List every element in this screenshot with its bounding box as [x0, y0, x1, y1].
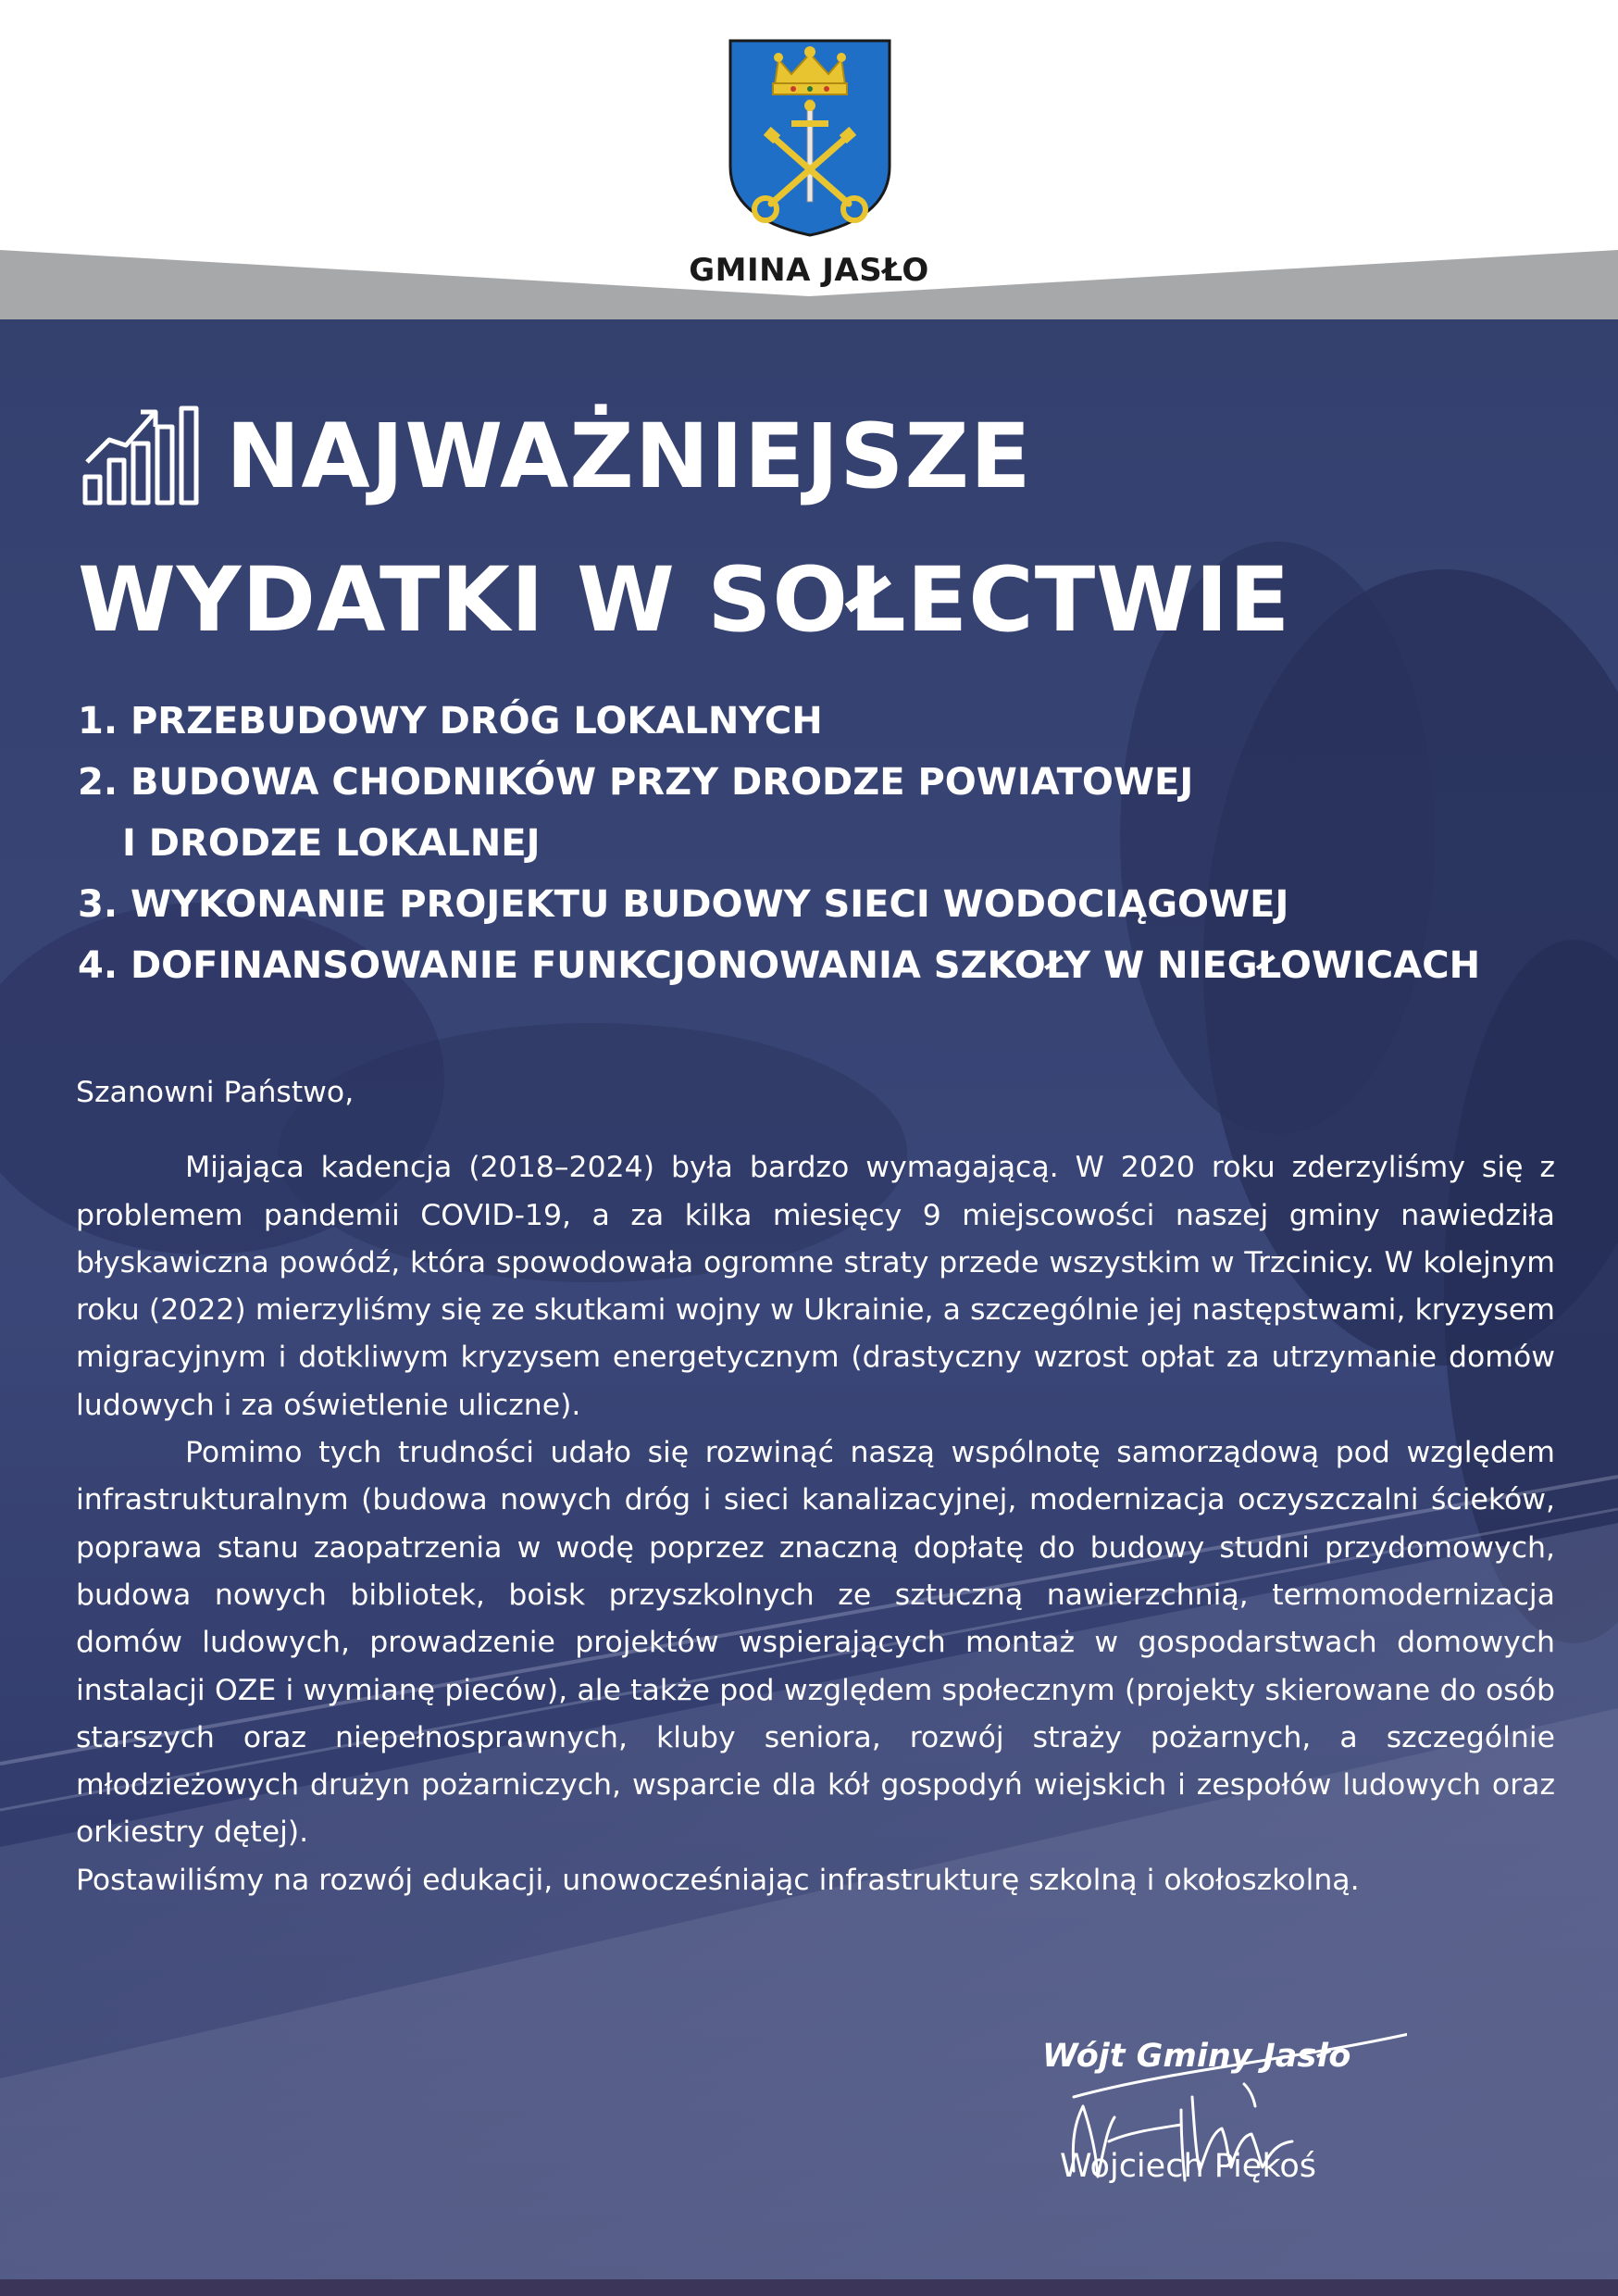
letter-paragraph: Postawiliśmy na rozwój edukacji, unowocześniając infrastrukturę szkolną i okołoszkolną.	[76, 1863, 1360, 1897]
expense-list	[78, 691, 1577, 996]
letter-greeting: Szanowni Państwo,	[76, 1076, 355, 1109]
list-item: 1. PRZEBUDOWY DRÓG LOKALNYCH	[78, 700, 823, 742]
signature-block	[1018, 2032, 1407, 2199]
growth-chart-icon	[81, 403, 202, 506]
coat-of-arms-icon	[727, 37, 893, 239]
municipality-name: GMINA JASŁO	[689, 252, 929, 289]
bottom-strip	[0, 2279, 1618, 2296]
list-item-continuation: I DRODZE LOKALNEJ	[122, 822, 541, 865]
list-item: 2. BUDOWA CHODNIKÓW PRZY DRODZE POWIATOWEJ	[78, 761, 1194, 804]
signature-name: Wojciech Piękoś	[1060, 2148, 1317, 2185]
letter-paragraph: Pomimo tych trudności udało się rozwinąć naszą wspólnotę samorządową pod względem infrastrukturalnym (budowa nowych dróg i sieci kanalizacyjnej, modernizacja oczyszczalni ścieków, poprawa stanu zaopatrzenia w wodę poprzez znaczną dopłatę do budowy studni przydomowych, budowa nowych bibliotek, boisk przyszkolnych ze sztuczną nawierzchnią, termomodernizacja domów ludowych, prowadzenie projektów wspierających montaż w gospodarstwach domowych instalacji OZE i wymianę pieców), ale także pod względem społecznym (projekty skierowane do osób starszych oraz niepełnosprawnych, kluby seniora, rozwój straży pożarnych, a szczególnie młodzieżowych drużyn pożarniczych, wsparcie dla kół gospodyń wiejskich i zespołów ludowych oraz orkiestry dętej).	[76, 1436, 1555, 1850]
header	[0, 0, 1618, 319]
page-title-line-1: NAJWAŻNIEJSZE	[226, 405, 1032, 508]
list-item: 3. WYKONANIE PROJEKTU BUDOWY SIECI WODOCIĄGOWEJ	[78, 883, 1289, 926]
handwritten-signature	[1018, 2032, 1407, 2199]
letter-paragraph: Mijająca kadencja (2018–2024) była bardzo wymagającą. W 2020 roku zderzyliśmy się z problemem pandemii COVID-19, a za kilka miesięcy 9 miejscowości naszej gminy nawiedziła błyskawiczna powódź, która spowodowała ogromne straty przede wszystkim w Trzcinicy. W kolejnym roku (2022) mierzyliśmy się ze skutkami wojny w Ukrainie, a szczególnie jej następstwami, kryzysem migracyjnym i dotkliwym kryzysem energetycznym (drastyczny wzrost opłat za utrzymanie domów ludowych i za oświetlenie uliczne).	[76, 1151, 1555, 1422]
page-title-line-2: WYDATKI W SOŁECTWIE	[78, 548, 1291, 652]
letter	[76, 1069, 1555, 1904]
signature-title: Wójt Gminy Jasło	[1042, 2038, 1351, 2075]
list-item: 4. DOFINANSOWANIE FUNKCJONOWANIA SZKOŁY W NIEGŁOWICACH	[78, 944, 1481, 987]
